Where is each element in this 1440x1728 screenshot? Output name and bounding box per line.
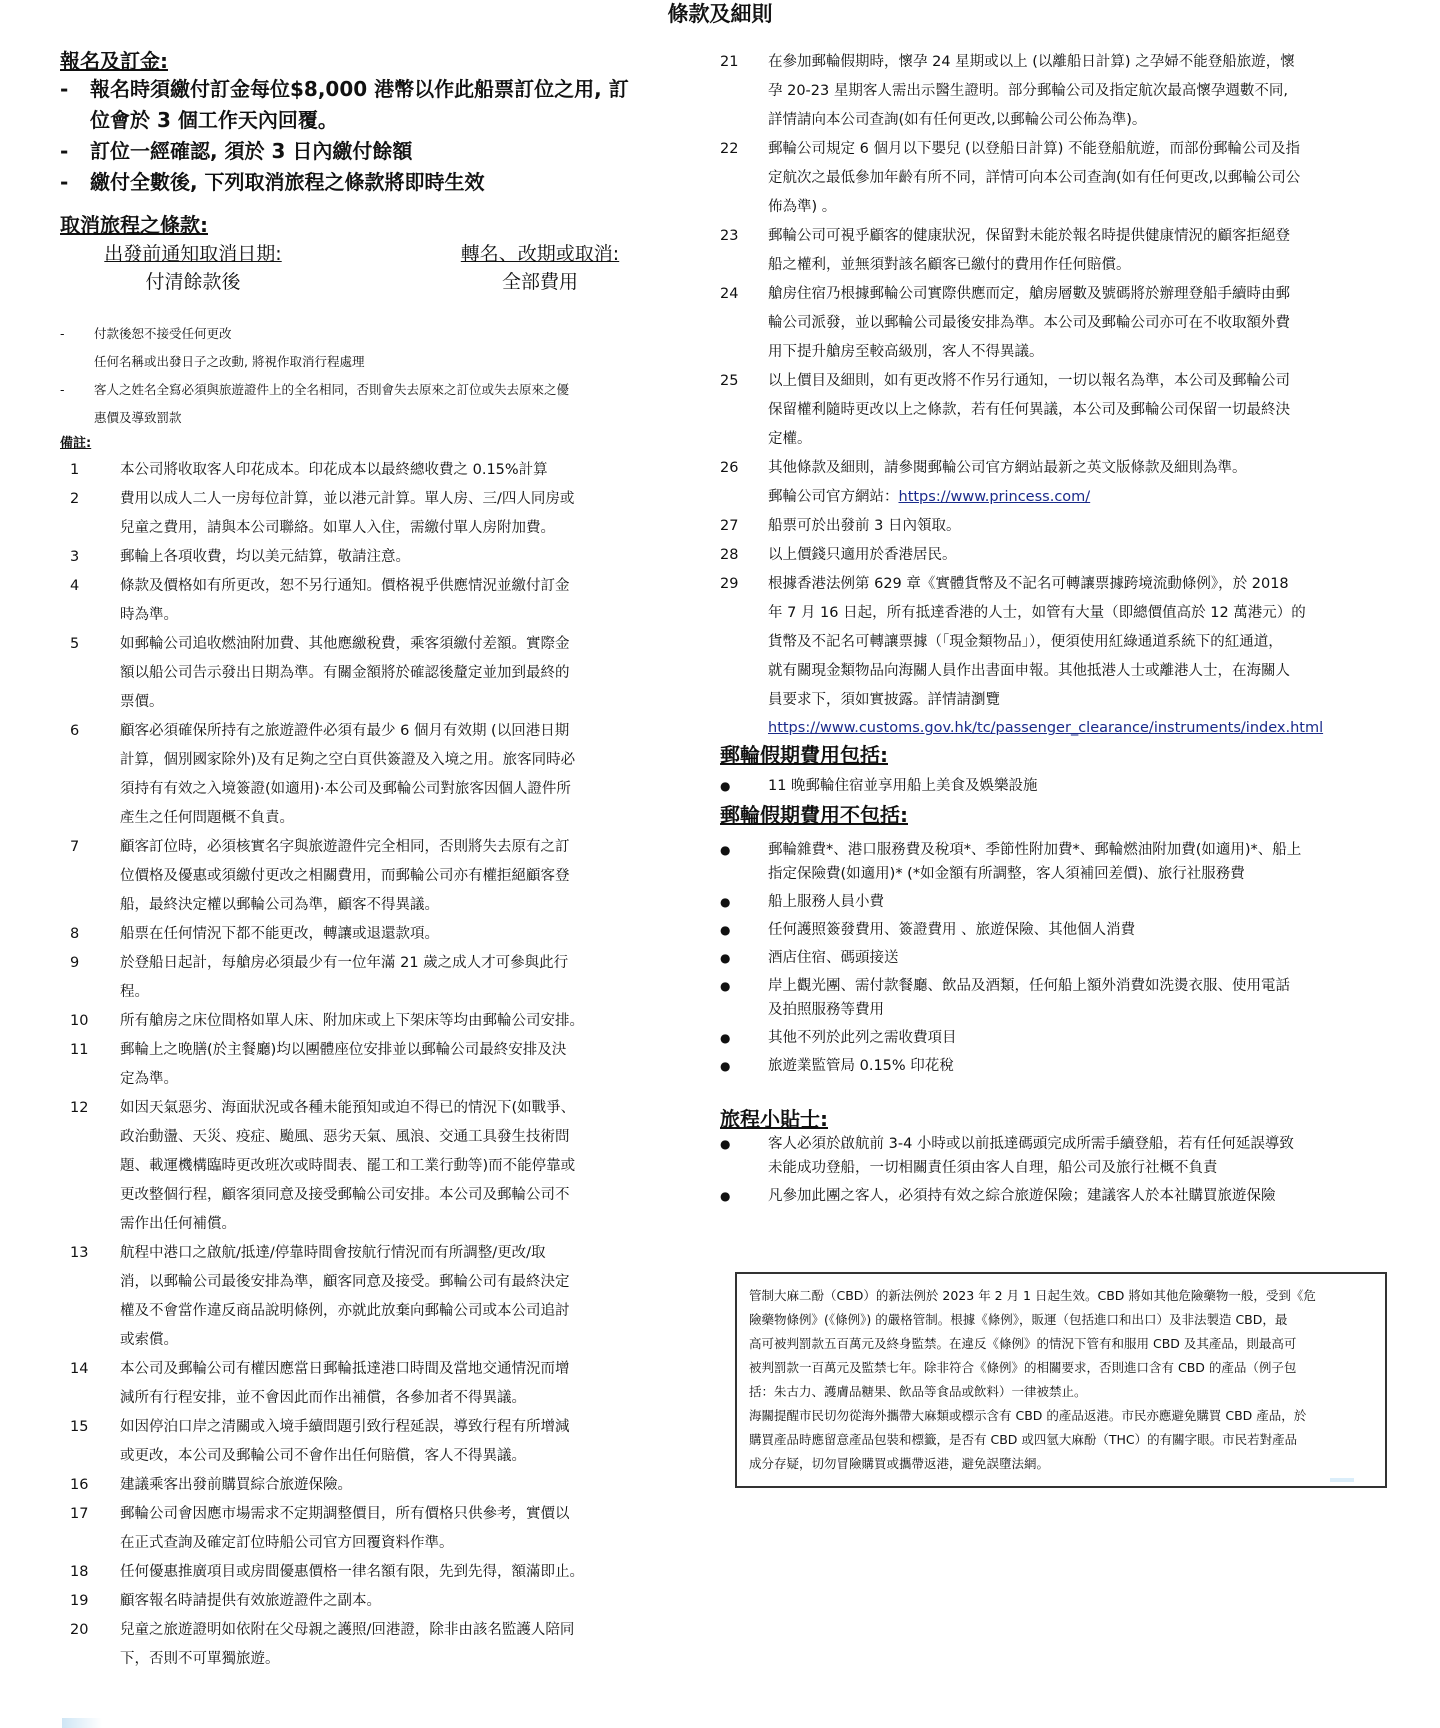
text-line: 成分存疑，切勿冒險購買或攜帶返港，避免誤墮法網。: [749, 1456, 1050, 1471]
bullet-item: [720, 890, 1390, 914]
list-item: [60, 485, 660, 543]
item-text: [768, 838, 1301, 886]
bullet-icon: ●: [720, 923, 731, 937]
text-line: 以上價目及細則，如有更改將不作另行通知，一切以報名為準，本公司及郵輪公司: [768, 373, 1290, 389]
cancellation-table: [60, 240, 660, 296]
text-line: 須持有有效之入境簽證(如適用)·本公司及郵輪公司對旅客因個人證件所: [120, 781, 571, 797]
bullet-icon: ●: [720, 951, 731, 965]
dash-marker: [60, 348, 94, 376]
item-text: [120, 1355, 660, 1413]
item-text: [120, 1558, 660, 1587]
item-text: [120, 920, 660, 949]
bullet-item: [720, 1132, 1390, 1180]
list-item: [60, 456, 660, 485]
note-text: 惠價及導致罰款: [94, 410, 182, 425]
text-line: 定航次之最低參加年齡有所不同，詳情可向本公司查詢(如有任何更改,以郵輪公司公: [768, 170, 1301, 186]
item-text: [768, 541, 957, 570]
item-text: [768, 367, 1290, 454]
text-line: 位價格及優惠或須繳付更改之相關費用，而郵輪公司亦有權拒絕顧客登: [120, 868, 570, 884]
bullet-item: [720, 1184, 1390, 1208]
text-line: 定權。: [768, 431, 812, 447]
text-line: 未能成功登船，一切相關責任須由客人自理，船公司及旅行社概不負責: [768, 1160, 1218, 1176]
item-text: [768, 570, 1306, 715]
item-number: 10: [70, 1013, 89, 1029]
list-item: [720, 454, 1390, 512]
text-line: 程。: [120, 984, 149, 1000]
text-line: 票價。: [120, 694, 164, 710]
item-text: [768, 890, 884, 914]
item-number: 26: [720, 460, 739, 476]
item-number: 29: [720, 576, 739, 592]
item-number: 11: [70, 1042, 89, 1058]
right-column: [720, 48, 1390, 1212]
text-line: 郵輪公司會因應市場需求不定期調整價目，所有價格只供參考，實價以: [120, 1506, 570, 1522]
cancellation-column-fee: [420, 240, 660, 296]
text-line: 旅遊業監管局 0.15% 印花稅: [768, 1058, 954, 1074]
payment-note: [60, 348, 660, 376]
item-text: [120, 1616, 660, 1674]
text-line: 指定保險費(如適用)* (*如金額有所調整，客人須補回差價)、旅行社服務費: [768, 866, 1245, 882]
text-line: 定為準。: [120, 1071, 178, 1087]
text-line: 題、載運機構臨時更改班次或時間表、罷工和工業行動等)而不能停靠或: [120, 1158, 576, 1174]
item-text: [120, 1036, 660, 1094]
bullet-icon: ●: [720, 895, 731, 909]
text-line: 更改整個行程，顧客須同意及接受郵輪公司安排。本公司及郵輪公司不: [120, 1187, 570, 1203]
text-line: 任何優惠推廣項目或房間優惠價格一律名額有限，先到先得，額滿即止。: [120, 1564, 584, 1580]
text-line: 在參加郵輪假期時，懷孕 24 星期或以上 (以離船日計算) 之孕婦不能登船旅遊，懷: [768, 54, 1295, 70]
text-line: 就有關現金類物品向海關人員作出書面申報。其他抵港人士或離港人士，在海關人: [768, 663, 1290, 679]
text-line: 顧客訂位時，必須核實名字與旅遊證件完全相同，否則將失去原有之訂: [120, 839, 570, 855]
list-item: [60, 1587, 660, 1616]
cancellation-column-notice: [60, 240, 420, 296]
text-line: 保留權利隨時更改以上之條款，若有任何異議，本公司及郵輪公司保留一切最終決: [768, 402, 1290, 418]
item-number: 19: [70, 1593, 89, 1609]
item-text: [120, 1471, 660, 1500]
text-line: 郵輪上各項收費，均以美元結算，敬請注意。: [120, 549, 410, 565]
text-line: 根據香港法例第 629 章《實體貨幣及不記名可轉讓票據跨境流動條例》，於 2018: [768, 576, 1289, 592]
decorative-mark: [1330, 1478, 1354, 1482]
item-text: [768, 1054, 954, 1078]
list-item: [60, 1007, 660, 1036]
text-line: 郵輪雜費*、港口服務費及稅項*、季節性附加費*、郵輪燃油附加費(如適用)*、船上: [768, 842, 1302, 858]
text-line: 客人必須於啟航前 3-4 小時或以前抵達碼頭完成所需手續登船，若有任何延誤導致: [768, 1136, 1294, 1152]
list-item: [60, 717, 660, 833]
remarks-list: [60, 456, 660, 1674]
item-number: 13: [70, 1245, 89, 1261]
item-text: [120, 1094, 660, 1239]
text-line: 孕 20-23 星期客人需出示醫生證明。部分郵輪公司及指定航次最高懷孕週數不同,: [768, 83, 1288, 99]
registration-item: [60, 167, 660, 198]
text-line: 11 晚郵輪住宿並享用船上美食及娛樂設施: [768, 778, 1038, 794]
bullet-icon: ●: [720, 843, 731, 857]
item-text: [768, 918, 1135, 942]
text-line: 括：朱古力、護膚品糖果、飲品等食品或飲料）一律被禁止。: [749, 1384, 1087, 1399]
text-line: 被判罰款一百萬元及監禁七年。除非符合《條例》的相關要求，否則進口含有 CBD 的產品（例子包: [749, 1360, 1297, 1375]
list-item: [60, 1558, 660, 1587]
list-item: [60, 1239, 660, 1355]
text-line: 消，以郵輪公司最後安排為準，顧客同意及接受。郵輪公司有最終決定: [120, 1274, 570, 1290]
item-text: [120, 456, 660, 485]
dash-marker: -: [60, 170, 69, 194]
bullet-icon: ●: [720, 979, 731, 993]
text-line: 管制大麻二酚（CBD）的新法例於 2023 年 2 月 1 日起生效。CBD 將如其他危險藥物一般，受到《危: [749, 1288, 1316, 1303]
item-text: [768, 280, 1290, 367]
bullet-item: [720, 974, 1390, 1022]
text-line: 海關提醒市民切勿從海外攜帶大麻類或標示含有 CBD 的產品返港。市民亦應避免購買 CBD 產品，於: [749, 1408, 1307, 1423]
list-item: [60, 1471, 660, 1500]
text-line: 任何護照簽發費用、簽證費用 、旅遊保險、其他個人消費: [768, 922, 1136, 938]
text-line: 權及不會當作違反商品說明條例，亦就此放棄向郵輪公司或本公司追討: [120, 1303, 570, 1319]
list-item: [720, 222, 1390, 280]
item-text: [90, 136, 412, 167]
text-line: 高可被判罰款五百萬元及終身監禁。在違反《條例》的情況下管有和服用 CBD 及其產品，則最高可: [749, 1336, 1297, 1351]
text-line: 繳付全數後, 下列取消旅程之條款將即時生效: [90, 170, 485, 194]
text-line: 報名時須繳付訂金每位$8,000 港幣以作此船票訂位之用, 訂: [90, 77, 629, 101]
cbd-notice-box: [735, 1272, 1387, 1488]
text-line: 船之權利，並無須對該名顧客已繳付的費用作任何賠償。: [768, 257, 1131, 273]
item-text: [90, 167, 485, 198]
item-text: [120, 1239, 660, 1355]
item-text: [90, 74, 629, 136]
cancellation-heading: 取消旅程之條款:: [60, 213, 208, 237]
list-item: [60, 920, 660, 949]
text-line: 購買產品時應留意產品包裝和標籤，是否有 CBD 或四氫大麻酚（THC）的有關字眼。市民若對產品: [749, 1432, 1298, 1447]
bullet-item: [720, 774, 1390, 798]
bullet-icon: ●: [720, 779, 731, 793]
list-item: [60, 572, 660, 630]
dash-marker: -: [60, 382, 65, 397]
text-line: 艙房住宿乃根據郵輪公司實際供應而定，艙房層數及號碼將於辦理登船手續時由郵: [768, 286, 1290, 302]
item-number: 7: [70, 839, 80, 855]
bullet-item: [720, 1054, 1390, 1078]
text-line: 在正式查詢及確定訂位時船公司官方回覆資料作準。: [120, 1535, 454, 1551]
item-number: 22: [720, 141, 739, 157]
item-text: [120, 630, 660, 717]
bullet-item: [720, 918, 1390, 942]
left-column: [60, 48, 660, 1674]
text-line: 計算，個別國家除外)及有足夠之空白頁供簽證及入境之用。旅客同時必: [120, 752, 576, 768]
registration-item: [60, 136, 660, 167]
item-number: 18: [70, 1564, 89, 1580]
list-item: [60, 833, 660, 920]
text-line: 船上服務人員小費: [768, 894, 884, 910]
text-line: 或更改，本公司及郵輪公司不會作出任何賠償，客人不得異議。: [120, 1448, 526, 1464]
text-line: 凡參加此團之客人，必須持有效之綜合旅遊保險；建議客人於本社購買旅遊保險: [768, 1188, 1276, 1204]
remarks-list-continued-2: [720, 512, 1390, 715]
bullet-icon: ●: [720, 1031, 731, 1045]
list-item: [720, 135, 1390, 222]
page-title: 條款及細則: [667, 2, 773, 26]
customs-website-link[interactable]: https://www.customs.gov.hk/tc/passenger_clearance/instruments/index.html: [768, 720, 1324, 736]
text-line: 以上價錢只適用於香港居民。: [768, 547, 957, 563]
text-line: 船，最終決定權以郵輪公司為準，顧客不得異議。: [120, 897, 439, 913]
item-number: 17: [70, 1506, 89, 1522]
text-line: 岸上觀光團、需付款餐廳、飲品及酒類，任何船上額外消費如洗燙衣服、使用電話: [768, 978, 1290, 994]
website-label: 郵輪公司官方網站：: [768, 489, 899, 505]
text-line: 用下提升艙房至較高級別，客人不得異議。: [768, 344, 1044, 360]
item-text: [768, 1132, 1294, 1180]
bullet-icon: ●: [720, 1189, 731, 1203]
text-line: 時為準。: [120, 607, 178, 623]
registration-item: [60, 74, 660, 136]
note-text: 付款後恕不接受任何更改: [94, 326, 232, 341]
item-number: 28: [720, 547, 739, 563]
item-number: 16: [70, 1477, 89, 1493]
item-text: [120, 572, 660, 630]
item-text: [120, 543, 660, 572]
text-line: 兒童之旅遊證明如依附在父母親之護照/回港證，除非由該名監護人陪同: [120, 1622, 575, 1638]
text-line: 郵輪公司可視乎顧客的健康狀況，保留對未能於報名時提供健康情況的顧客拒絕登: [768, 228, 1290, 244]
text-line: 額以船公司告示發出日期為準。有關金額將於確認後釐定並加到最終的: [120, 665, 570, 681]
note-text: 任何名稱或出發日子之改動, 將視作取消行程處理: [94, 354, 365, 369]
list-item: [60, 1413, 660, 1471]
item-number: 8: [70, 926, 80, 942]
text-line: 政治動盪、天災、疫症、颱風、惡劣天氣、風浪、交通工具發生技術問: [120, 1129, 570, 1145]
included-list: [720, 774, 1390, 798]
list-item: [720, 541, 1390, 570]
bullet-item: [720, 838, 1390, 886]
item-text: [768, 974, 1290, 1022]
bullet-item: [720, 946, 1390, 970]
text-line: 如因停泊口岸之清關或入境手續問題引致行程延誤，導致行程有所增減: [120, 1419, 570, 1435]
text-line: 酒店住宿、碼頭接送: [768, 950, 899, 966]
included-heading: 郵輪假期費用包括:: [720, 743, 888, 767]
item-number: 3: [70, 549, 80, 565]
item-text: [120, 1413, 660, 1471]
bullet-item: [720, 1026, 1390, 1050]
dash-marker: -: [60, 326, 65, 341]
item-text: [768, 135, 1300, 222]
text-line: 費用以成人二人一房每位計算，並以港元計算。單人房、三/四人同房或: [120, 491, 575, 507]
text-line: 兒童之費用，請與本公司聯絡。如單人入住，需繳付單人房附加費。: [120, 520, 555, 536]
text-line: 船票可於出發前 3 日內領取。: [768, 518, 961, 534]
item-text: [120, 717, 660, 833]
item-number: 24: [720, 286, 739, 302]
text-line: 詳情請向本公司查詢(如有任何更改,以郵輪公司公佈為準)。: [768, 112, 1147, 128]
payment-notes-list: [60, 320, 660, 432]
list-item: [60, 1094, 660, 1239]
text-line: 年 7 月 16 日起，所有抵達香港的人士，如管有大量（即總價值高於 12 萬港元）的: [768, 605, 1306, 621]
list-item: [720, 570, 1390, 715]
item-text: [120, 833, 660, 920]
excluded-heading: 郵輪假期費用不包括:: [720, 803, 908, 827]
item-number: 5: [70, 636, 80, 652]
text-line: 郵輪上之晚膳(於主餐廳)均以團體座位安排並以郵輪公司最終安排及決: [120, 1042, 567, 1058]
text-line: 貨幣及不記名可轉讓票據（「現金類物品」），便須使用紅綠通道系統下的紅通道，: [768, 634, 1283, 650]
item-text: [120, 485, 660, 543]
text-line: 產生之任何問題概不負責。: [120, 810, 294, 826]
item-text: [768, 48, 1295, 135]
dash-marker: -: [60, 77, 69, 101]
text-line: 本公司將收取客人印花成本。印花成本以最終總收費之 0.15%計算: [120, 462, 548, 478]
text-line: 所有艙房之床位間格如單人床、附加床或上下架床等均由郵輪公司安排。: [120, 1013, 584, 1029]
text-line: 郵輪公司規定 6 個月以下嬰兒 (以登船日計算) 不能登船航遊，而部份郵輪公司及指: [768, 141, 1300, 157]
text-line: 其他不列於此列之需收費項目: [768, 1030, 957, 1046]
text-line: 訂位一經確認, 須於 3 日內繳付餘額: [90, 139, 413, 163]
bullet-icon: ●: [720, 1059, 731, 1073]
remarks-list-continued: [720, 48, 1390, 454]
list-item: [60, 1500, 660, 1558]
item-number: 25: [720, 373, 739, 389]
list-item: [60, 949, 660, 1007]
text-line: 員要求下，須如實披露。詳情請瀏覽: [768, 692, 1000, 708]
item-text: 其他條款及細則，請參閱郵輪公司官方網站最新之英文版條款及細則為準。: [768, 460, 1247, 476]
list-item: [60, 543, 660, 572]
registration-heading: 報名及訂金:: [60, 49, 168, 73]
item-text: [768, 774, 1038, 798]
text-line: 船票在任何情況下都不能更改，轉讓或退還款項。: [120, 926, 439, 942]
item-number: 2: [70, 491, 80, 507]
text-line: 如郵輪公司追收燃油附加費、其他應繳稅費，乘客須繳付差額。實際金: [120, 636, 570, 652]
dash-marker: -: [60, 139, 69, 163]
text-line: 航程中港口之啟航/抵達/停靠時間會按航行情況而有所調整/更改/取: [120, 1245, 546, 1261]
list-item: [720, 280, 1390, 367]
text-line: 險藥物條例》(《條例》) 的嚴格管制。根據《條例》，販運（包括進口和出口）及非法製造 CBD，最: [749, 1312, 1288, 1327]
excluded-list: [720, 838, 1390, 1078]
item-number: 4: [70, 578, 80, 594]
text-line: 輪公司派發，並以郵輪公司最後安排為準。本公司及郵輪公司亦可在不收取額外費: [768, 315, 1290, 331]
item-number: 14: [70, 1361, 89, 1377]
item-number: 23: [720, 228, 739, 244]
item-text: [768, 512, 960, 541]
list-item: [60, 1616, 660, 1674]
item-number: 21: [720, 54, 739, 70]
text-line: 減所有行程安排，並不會因此而作出補償，各參加者不得異議。: [120, 1390, 526, 1406]
text-line: 條款及價格如有所更改，恕不另行通知。價格視乎供應情況並繳付訂金: [120, 578, 570, 594]
item-text: [120, 1007, 660, 1036]
tips-heading: 旅程小貼士:: [720, 1107, 828, 1131]
text-line: 如因天氣惡劣、海面狀況或各種未能預知或迫不得已的情況下(如戰爭、: [120, 1100, 576, 1116]
text-line: 建議乘客出發前購買綜合旅遊保險。: [120, 1477, 352, 1493]
tips-list: [720, 1132, 1390, 1208]
cancellation-notice-value: 付清餘款後: [145, 271, 241, 293]
dash-marker: [60, 404, 94, 432]
item-number: 12: [70, 1100, 89, 1116]
item-text: [120, 1500, 660, 1558]
text-line: 及拍照服務等費用: [768, 1002, 884, 1018]
text-line: 佈為準) 。: [768, 199, 837, 215]
item-number: 9: [70, 955, 80, 971]
payment-note: [60, 404, 660, 432]
note-text: 客人之姓名全寫必須與旅遊證件上的全名相同，否則會失去原來之訂位或失去原來之優: [94, 382, 570, 397]
text-line: 需作出任何補償。: [120, 1216, 236, 1232]
bullet-icon: ●: [720, 1137, 731, 1151]
text-line: 下，否則不可單獨旅遊。: [120, 1651, 280, 1667]
text-line: 位會於 3 個工作天內回覆。: [90, 108, 338, 132]
text-line: 或索償。: [120, 1332, 178, 1348]
list-item: [720, 512, 1390, 541]
registration-list: [60, 74, 660, 198]
remarks-heading: 備註:: [60, 436, 92, 451]
list-item: [720, 367, 1390, 454]
text-line: 顧客必須確保所持有之旅遊證件必須有最少 6 個月有效期 (以回港日期: [120, 723, 570, 739]
item-number: 20: [70, 1622, 89, 1638]
item-number: 15: [70, 1419, 89, 1435]
payment-note: [60, 376, 660, 404]
cancellation-notice-heading: 出發前通知取消日期:: [104, 243, 282, 265]
princess-website-link[interactable]: https://www.princess.com/: [898, 489, 1091, 505]
text-line: 顧客報名時請提供有效旅遊證件之副本。: [120, 1593, 381, 1609]
item-number: 27: [720, 518, 739, 534]
item-text: [120, 949, 660, 1007]
cancellation-fee-heading: 轉名、改期或取消:: [460, 243, 620, 265]
decorative-stripe: [62, 1718, 102, 1728]
list-item: [720, 48, 1390, 135]
item-number: 1: [70, 462, 80, 478]
item-text: [768, 222, 1290, 280]
list-item: [60, 1355, 660, 1413]
text-line: 於登船日起計，每艙房必須最少有一位年滿 21 歲之成人才可參與此行: [120, 955, 569, 971]
item-number: 6: [70, 723, 80, 739]
item-text: [768, 1184, 1276, 1208]
item-text: [768, 1026, 957, 1050]
item-text: [768, 946, 899, 970]
payment-note: [60, 320, 660, 348]
cbd-notice-text: [749, 1284, 1373, 1476]
cancellation-fee-value: 全部費用: [501, 271, 578, 293]
item-text: [120, 1587, 660, 1616]
list-item: [60, 1036, 660, 1094]
text-line: 本公司及郵輪公司有權因應當日郵輪抵達港口時間及當地交通情況而增: [120, 1361, 570, 1377]
list-item: [60, 630, 660, 717]
